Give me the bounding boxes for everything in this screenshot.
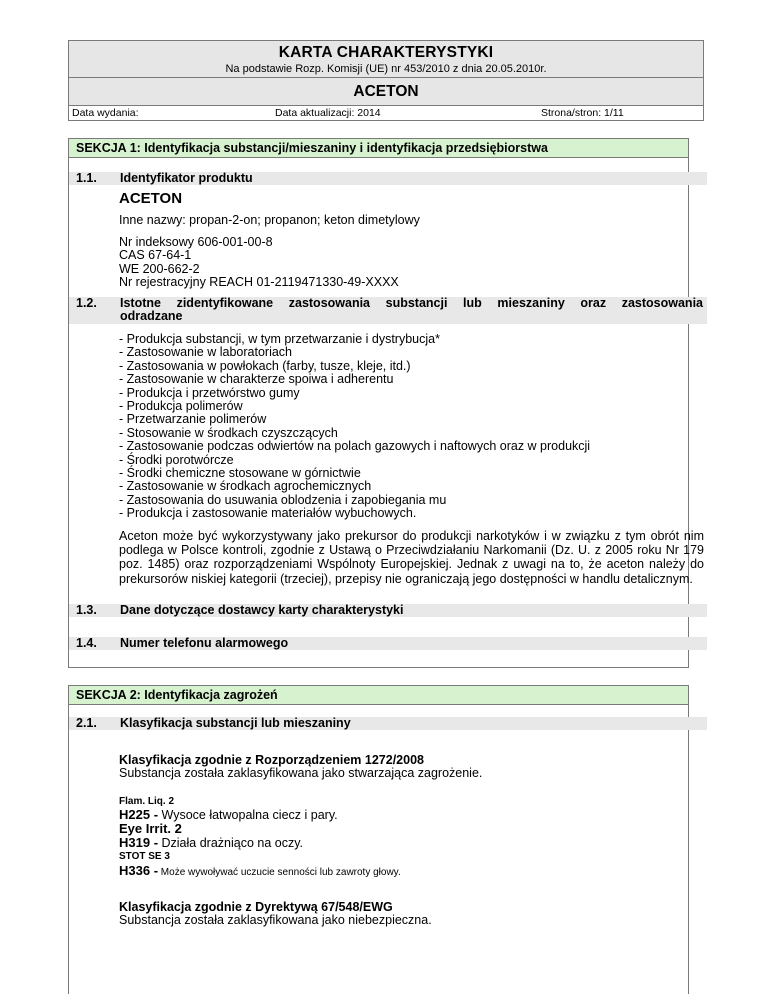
subsection-label-line1: Istotne zidentyfikowane zastosowania substancji lub mieszaniny oraz zastosowania bbox=[120, 296, 703, 310]
other-names: Inne nazwy: propan-2-on; propanon; keton dimetylowy bbox=[119, 213, 420, 227]
subsection-label: Numer telefonu alarmowego bbox=[120, 636, 289, 650]
subsection-1-2 bbox=[69, 297, 707, 324]
subsection-1-1 bbox=[69, 172, 707, 185]
update-date: Data aktualizacji: 2014 bbox=[275, 107, 381, 119]
cas-number: CAS 67-64-1 bbox=[119, 248, 192, 263]
subsection-2-1 bbox=[69, 717, 707, 730]
regulation-reference: Na podstawie Rozp. Komisji (UE) nr 453/2010 z dnia 20.05.2010r. bbox=[225, 63, 547, 75]
list-item: - Zastosowanie w środkach agrochemicznych bbox=[119, 479, 372, 494]
subsection-1-4 bbox=[69, 637, 707, 650]
subsection-label: Identyfikator produktu bbox=[120, 171, 253, 185]
dsd-text: Substancja została zaklasyfikowana jako niebezpieczna. bbox=[119, 913, 432, 927]
subsection-number: 1.4. bbox=[76, 636, 97, 650]
product-title: ACETON bbox=[69, 77, 703, 105]
precursor-note: Aceton może być wykorzystywany jako prekursor do produkcji narkotyków i w związku z tym obrót nim podlega w Polsce kontroli, zgodnie z Ustawą o Przeciwdziałaniu Narkomanii (Dz. U. z 2005 roku Nr 179 poz. 1485) oraz rozporządzeniami Wspólnoty Europejskiej. Jednak z uwagi na to, że aceton należy do prekursorów niskiej kategorii (trzeciej), przepisy nie ograniczają jego dostępności w handlu detalicznym. bbox=[119, 529, 704, 586]
subsection-number: 1.3. bbox=[76, 603, 97, 617]
list-item: - Przetwarzanie polimerów bbox=[119, 412, 267, 427]
hazard-code: H336 - bbox=[119, 863, 159, 878]
hazard-text: Wysoce łatwopalna ciecz i pary. bbox=[158, 808, 338, 822]
ec-number: WE 200-662-2 bbox=[119, 261, 200, 276]
uses-list bbox=[119, 333, 704, 521]
hazard-code: H319 - bbox=[119, 835, 159, 850]
h336-statement bbox=[119, 864, 704, 879]
list-item: - Środki chemiczne stosowane w górnictwie bbox=[119, 466, 361, 481]
subsection-number: 2.1. bbox=[76, 716, 97, 730]
hazard-text: Może wywoływać uczucie senności lub zawroty głowy. bbox=[158, 867, 401, 878]
document-title: KARTA CHARAKTERYSTYKI bbox=[278, 44, 494, 61]
subsection-label-line2: odradzane bbox=[120, 309, 183, 323]
list-item: - Zastosowanie podczas odwiertów na polach gazowych i naftowych oraz w produkcji bbox=[119, 439, 591, 454]
section-1-heading: SEKCJA 1: Identyfikacja substancji/mieszaniny i identyfikacja przedsiębiorstwa bbox=[68, 138, 689, 158]
list-item: - Stosowanie w środkach czyszczących bbox=[119, 425, 338, 440]
clp-text: Substancja została zaklasyfikowana jako stwarzająca zagrożenie. bbox=[119, 766, 483, 780]
list-item: - Zastosowania do usuwania oblodzenia i zapobiegania mu bbox=[119, 492, 447, 507]
list-item: - Zastosowania w powłokach (farby, tusze, kleje, itd.) bbox=[119, 358, 411, 373]
list-item: - Produkcja i zastosowanie materiałów wybuchowych. bbox=[119, 506, 417, 521]
reach-number: Nr rejestracyjny REACH 01-2119471330-49-XXXX bbox=[119, 275, 399, 290]
section-2-heading: SEKCJA 2: Identyfikacja zagrożeń bbox=[68, 685, 689, 705]
list-item: - Produkcja i przetwórstwo gumy bbox=[119, 385, 300, 400]
subsection-number: 1.2. bbox=[76, 296, 97, 310]
stot-class: STOT SE 3 bbox=[119, 851, 170, 862]
product-name: ACETON bbox=[119, 190, 183, 207]
subsection-label: Dane dotyczące dostawcy karty charakterystyki bbox=[120, 603, 404, 617]
subsection-1-3 bbox=[69, 604, 707, 617]
dsd-heading: Klasyfikacja zgodnie z Dyrektywą 67/548/EWG bbox=[119, 900, 393, 914]
clp-heading: Klasyfikacja zgodnie z Rozporządzeniem 1272/2008 bbox=[119, 753, 424, 767]
list-item: - Produkcja polimerów bbox=[119, 399, 243, 414]
h319-statement bbox=[119, 836, 704, 850]
index-number: Nr indeksowy 606-001-00-8 bbox=[119, 235, 273, 249]
list-item: - Produkcja substancji, w tym przetwarzanie i dystrybucja* bbox=[119, 332, 440, 346]
document-meta-row bbox=[69, 105, 703, 120]
list-item: - Zastosowanie w charakterze spoiwa i adherentu bbox=[119, 372, 394, 387]
eye-irrit-class: Eye Irrit. 2 bbox=[119, 821, 182, 836]
list-item: - Środki porotwórcze bbox=[119, 452, 234, 467]
subsection-label: Klasyfikacja substancji lub mieszaniny bbox=[120, 716, 351, 730]
document-header bbox=[68, 40, 704, 121]
flam-liq-class: Flam. Liq. 2 bbox=[119, 796, 175, 807]
identifier-list bbox=[119, 236, 704, 290]
hazard-text: Działa drażniąco na oczy. bbox=[158, 836, 304, 850]
page-counter: Strona/stron: 1/11 bbox=[541, 107, 624, 119]
hazard-code: H225 - bbox=[119, 807, 159, 822]
list-item: - Zastosowanie w laboratoriach bbox=[119, 345, 292, 360]
h225-statement bbox=[119, 808, 704, 822]
subsection-number: 1.1. bbox=[76, 171, 97, 185]
issue-date-label: Data wydania: bbox=[72, 107, 139, 119]
